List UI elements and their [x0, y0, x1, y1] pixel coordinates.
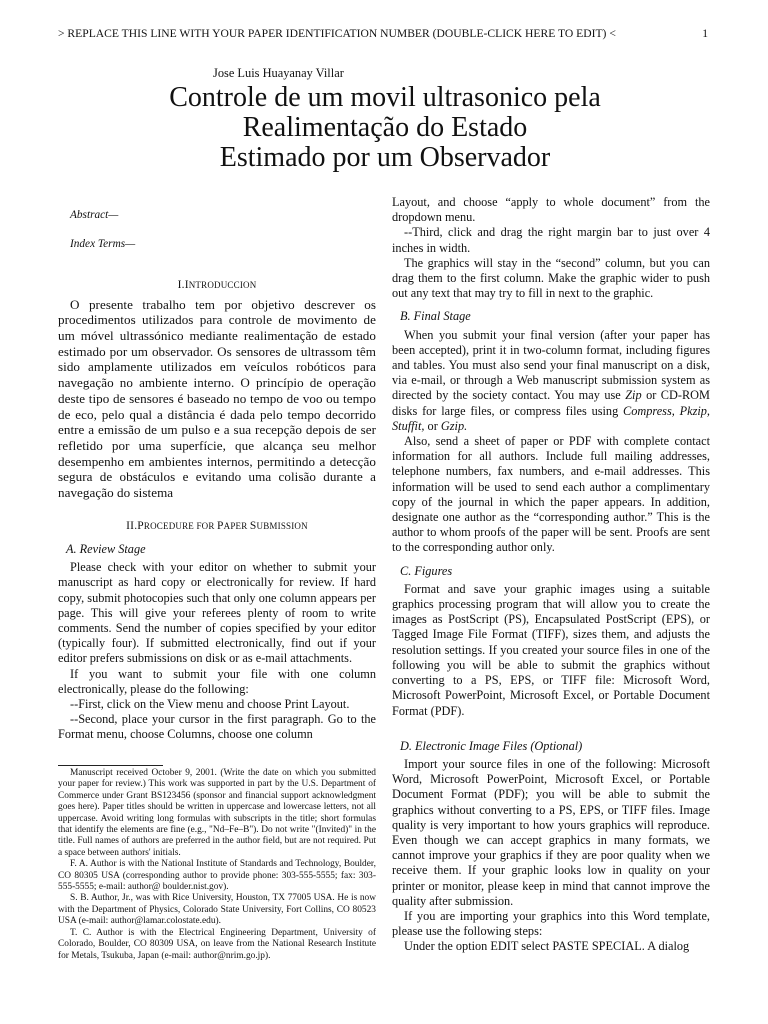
graphics-paragraph: The graphics will stay in the “second” column, but you can drag them to the first column. Make the graphic wider to push out any text that may try to fill in next to the graphic.: [392, 255, 710, 301]
section-title-initial: P: [217, 519, 224, 532]
subsection-figures: C. Figures: [400, 563, 453, 578]
final-text-or: or: [424, 418, 441, 433]
subsection-electronic-image-files: D. Electronic Image Files (Optional): [400, 738, 583, 753]
index-terms-label: Index Terms—: [70, 238, 136, 251]
review-paragraph-3: --First, click on the View menu and choose Print Layout.: [70, 696, 350, 711]
gzip-term: Gzip.: [440, 418, 468, 433]
zip-term: Zip: [625, 388, 642, 403]
section-heading-introduction: [58, 278, 376, 293]
title-line-1: Controle de um movil ultrasonico pela: [169, 82, 601, 113]
final-paragraph-1: [392, 328, 710, 434]
figures-paragraph: Format and save your graphic images using a suitable graphics processing program that will allow you to create the images as PostScript (PS), Encapsulated PostScript (EPS), or Tagged Image File Format (TIFF), sizes them, and adjusts the resolution settings. If you created your source files in one of the following you will be able to submit the graphics without converting to a PS, EPS, or TIFF file: Microsoft Word, Microsoft PowerPoint, Microsoft Excel, or Portable Document Format (PDF).: [392, 581, 710, 718]
margin-paragraph: --Third, click and drag the right margin bar to just over 4 inches in width.: [392, 225, 710, 255]
section-title-initial: S: [249, 519, 257, 532]
final-paragraph-2: Also, send a sheet of paper or PDF with complete contact information for all authors. Include full mailing addresses, telephone numbers, fax numbers, and e-mail addresses. This information will be used to send each author a complimentary copy of the journal in which the paper appears. In addition, designate one author as the “corresponding author.” This is the author to whom proofs of the paper will be sent. Proofs are sent to the corresponding author only.: [392, 434, 710, 555]
section-heading-procedure: [58, 519, 376, 534]
section-title-initial: I: [184, 279, 189, 292]
left-column: [58, 208, 376, 743]
footnote-manuscript: Manuscript received October 9, 2001. (Write the date on which you submitted your paper for review.) This work was supported in part by the U.S. Department of Commerce under Grant BS123456 (sponsor and financial support acknowledgment goes here). Paper titles should be written in uppercase and lowercase letters, not all uppercase. Avoid writing long formulas with subscripts in the title; short formulas that identify the elements are fine (e.g., "Nd–Fe–B"). Do not write "(Invited)" in the title. Full names of authors are preferred in the author field, but are not required. Put a space between authors' initials.: [58, 768, 376, 858]
final-text-a: When you submit your final version (after your paper has been accepted), print it in two-column format, including figures and tables. You must also send your final manuscript on a disk, via e-mail, or through a Web manuscript submission system as directed by the society contact. You may use: [392, 327, 710, 403]
footnote-author-3: T. C. Author is with the Electrical Engineering Department, University of Colorado, Boulder, CO 80309 USA, on leave from the National Research Institute for Metals, Tsukuba, Japan (e-mail: author@nrim.go.jp).: [58, 927, 376, 961]
image-files-paragraph-1: Import your source files in one of the following: Microsoft Word, Microsoft PowerPoint, Microsoft Excel, or Portable Document Format (PDF); you will be able to submit the graphics without converting to a PS, EPS, or TIFF files. Image quality is very important to how yours graphics will reproduce. Even though we can accept graphics in many formats, we cannot improve your graphics if they are poor quality when we receive them. If your graphic looks low in quality on your printer or monitor, please keep in mind that cannot improve the quality after submission.: [392, 756, 710, 908]
introduction-paragraph: O presente trabalho tem por objetivo descrever os procedimentos utilizados para controle de movimento de um móvel ultrassónico mediante realimentação de estado estimado por um observador. Os sensores de ultrassom têm sido amplamente utilizados em veículos robóticos para navegação no ambiente interno. O princípio de operação deste tipo de sensores é baseado no tempo de voo ou tempo de eco, pelo qual a distância é dada pelo tempo decorrido entre a emissão de um pulso e a sua recepção depois de ser refletido por uma superfície, que alcança seu melhor desempenho em ambientes internos, permitindo a detecção segura de obstáculos e evitando uma colisão durante a navegação do sistema: [58, 296, 376, 501]
final-text-b: or CD-ROM disks for large files, or compress files using: [392, 388, 710, 418]
footnotes: [58, 768, 376, 962]
running-header: [58, 27, 712, 43]
image-files-paragraph-3: Under the option EDIT select PASTE SPECIAL. A dialog: [404, 939, 690, 954]
abstract-label: Abstract—: [70, 209, 119, 221]
subsection-review-stage: A. Review Stage: [66, 541, 146, 556]
review-paragraph-4: --Second, place your cursor in the first paragraph. Go to the Format menu, choose Columns, choose one column: [58, 712, 376, 742]
footnote-author-2: S. B. Author, Jr., was with Rice University, Houston, TX 77005 USA. He is now with the Department of Physics, Colorado State University, Fort Collins, CO 80523 USA (e-mail: author@lamar.colostate.edu).: [58, 893, 376, 927]
author-name: Jose Luis Huayanay Villar: [213, 66, 344, 80]
section-title-part: ROCEDURE FOR: [143, 520, 218, 531]
image-files-paragraph-2: If you are importing your graphics into this Word template, please use the following steps:: [392, 908, 710, 939]
section-title-initial: P: [137, 519, 144, 532]
compression-tools: Compress, Pkzip, Stuffit,: [392, 403, 711, 433]
right-column: [392, 195, 710, 955]
paper-id-line[interactable]: > REPLACE THIS LINE WITH YOUR PAPER IDENTIFICATION NUMBER (DOUBLE-CLICK HERE TO EDIT) <: [58, 27, 616, 40]
section-title-part: APER: [223, 520, 250, 531]
subsection-final-stage: B. Final Stage: [400, 309, 471, 324]
section-number: II.: [126, 519, 138, 532]
section-title-rest: NTRODUCCION: [188, 280, 257, 291]
section-number: I.: [177, 279, 185, 292]
review-paragraph-1: Please check with your editor on whether to submit your manuscript as hard copy or electronically for review. If hard copy, submit photocopies such that only one column appears per page. This will give your referees plenty of room to write comments. Send the number of copies specified by your editor (typically four). If submitted electronically, find out if your editor prefers submissions on disk or as e-mail attachments.: [58, 560, 376, 666]
review-paragraph-2: If you want to submit your file with one column electronically, please do the following:: [58, 666, 376, 696]
layout-paragraph: Layout, and choose “apply to whole document” from the dropdown menu.: [392, 195, 710, 225]
page-number: 1: [702, 27, 708, 40]
title-line-3: Estimado por um Observador: [219, 142, 551, 173]
footnote-author-1: F. A. Author is with the National Institute of Standards and Technology, Boulder, CO 80305 USA (corresponding author to provide phone: 303-555-5555; fax: 303-555-5555; e-mail: author@ boulder.nist.gov).: [58, 859, 376, 893]
title-line-2: Realimentação do Estado: [242, 112, 528, 143]
section-title-part: UBMISSION: [256, 520, 308, 531]
paper-title: [58, 83, 712, 173]
footnote-rule: [58, 765, 163, 766]
